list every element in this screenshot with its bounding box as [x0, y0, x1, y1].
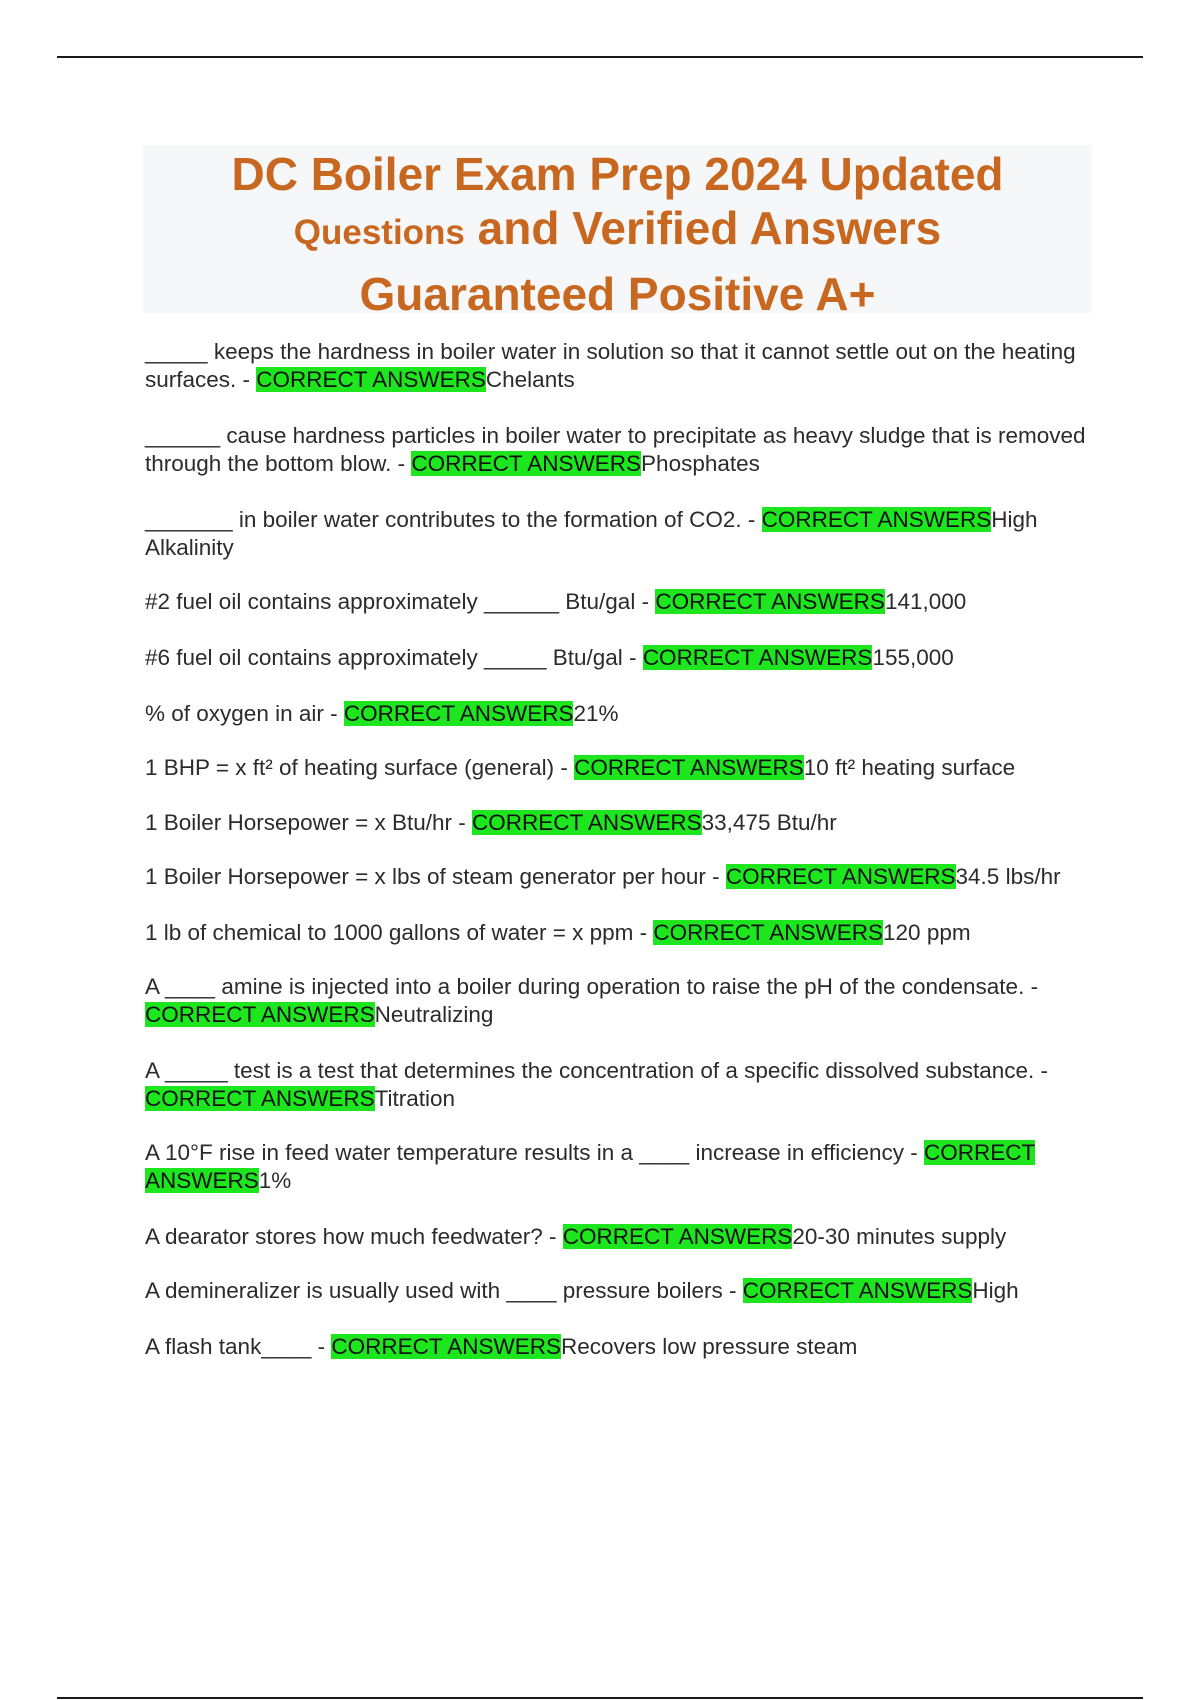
correct-answers-marker: CORRECT ANSWERS — [145, 1086, 375, 1111]
qa-item — [145, 1333, 1090, 1361]
question-text: A flash tank____ - — [145, 1334, 332, 1359]
correct-answers-marker: CORRECT ANSWERS — [725, 864, 956, 889]
question-text: A _____ test is a test that determines the concentration of a specific dissolved substance. - — [145, 1058, 1049, 1083]
answer-text: Phosphates — [641, 451, 760, 476]
qa-item — [145, 338, 1090, 394]
answer-text: 21% — [573, 701, 619, 726]
answer-text: 155,000 — [872, 645, 954, 670]
answer-text: 120 ppm — [883, 920, 971, 945]
question-text: ______ cause hardness particles in boiler water to precipitate as heavy sludge that is removed through the bottom blow. - — [145, 423, 1086, 476]
answer-text: 10 ft² heating surface — [803, 755, 1016, 780]
qa-item — [145, 919, 1090, 947]
qa-item — [145, 700, 1090, 728]
question-text: 1 BHP = x ft² of heating surface (general) - — [145, 755, 575, 780]
question-text: #6 fuel oil contains approximately _____ Btu/gal - — [145, 645, 643, 670]
qa-item — [145, 644, 1090, 672]
correct-answers-marker: CORRECT ANSWERS — [562, 1224, 793, 1249]
correct-answers-marker: CORRECT ANSWERS — [653, 920, 884, 945]
question-text: A ____ amine is injected into a boiler during operation to raise the pH of the condensate. - — [145, 974, 1039, 999]
qa-item — [145, 1223, 1090, 1251]
title-line-2-large: and Verified Answers — [464, 202, 942, 254]
document-title — [143, 145, 1092, 320]
title-line-1: DC Boiler Exam Prep 2024 Updated — [231, 148, 1004, 200]
answer-text: Titration — [374, 1086, 456, 1111]
qa-item — [145, 973, 1090, 1029]
answer-text: 141,000 — [884, 589, 967, 614]
title-line-3: Guaranteed Positive A+ — [359, 268, 876, 320]
correct-answers-marker: CORRECT ANSWERS — [472, 810, 702, 835]
question-text: _______ in boiler water contributes to the formation of CO2. - — [145, 507, 762, 532]
correct-answers-marker: CORRECT ANSWERS — [145, 1140, 1036, 1193]
answer-text: Chelants — [485, 367, 575, 392]
correct-answers-marker: CORRECT ANSWERS — [742, 1278, 973, 1303]
qa-item — [145, 422, 1090, 478]
qa-list — [145, 338, 1090, 1361]
answer-text: High Alkalinity — [145, 507, 1038, 560]
correct-answers-marker: CORRECT ANSWERS — [256, 367, 486, 392]
qa-item — [145, 506, 1090, 562]
correct-answers-marker: CORRECT ANSWERS — [331, 1334, 561, 1359]
qa-item — [145, 809, 1090, 837]
qa-item — [145, 1139, 1090, 1195]
answer-text: 34.5 lbs/hr — [955, 864, 1061, 889]
qa-item — [145, 1277, 1090, 1305]
answer-text: 33,475 Btu/hr — [701, 810, 837, 835]
question-text: A dearator stores how much feedwater? - — [145, 1224, 563, 1249]
qa-item — [145, 588, 1090, 616]
question-text: 1 Boiler Horsepower = x lbs of steam generator per hour - — [145, 864, 726, 889]
question-text: A 10°F rise in feed water temperature results in a ____ increase in efficiency - — [145, 1140, 924, 1165]
title-line-2 — [143, 201, 1092, 267]
correct-answers-marker: CORRECT ANSWERS — [574, 755, 804, 780]
correct-answers-marker: CORRECT ANSWERS — [411, 451, 642, 476]
answer-text: Neutralizing — [374, 1002, 494, 1027]
correct-answers-marker: CORRECT ANSWERS — [642, 645, 873, 670]
correct-answers-marker: CORRECT ANSWERS — [655, 589, 885, 614]
correct-answers-marker: CORRECT ANSWERS — [761, 507, 992, 532]
question-text: #2 fuel oil contains approximately ______ Btu/gal - — [145, 589, 656, 614]
answer-text: 20-30 minutes supply — [792, 1224, 1007, 1249]
question-text: A demineralizer is usually used with ____ pressure boilers - — [145, 1278, 743, 1303]
answer-text: Recovers low pressure steam — [561, 1334, 858, 1359]
qa-item — [145, 1057, 1090, 1113]
question-text: 1 Boiler Horsepower = x Btu/hr - — [145, 810, 473, 835]
bottom-rule — [57, 1697, 1143, 1699]
correct-answers-marker: CORRECT ANSWERS — [343, 701, 574, 726]
question-text: % of oxygen in air - — [145, 701, 344, 726]
correct-answers-marker: CORRECT ANSWERS — [145, 1002, 375, 1027]
question-text: 1 lb of chemical to 1000 gallons of water = x ppm - — [145, 920, 654, 945]
title-line-2-small: Questions — [293, 213, 465, 252]
question-text: _____ keeps the hardness in boiler water in solution so that it cannot settle out on the heating surfaces. - — [145, 339, 1076, 392]
qa-item — [145, 863, 1090, 891]
answer-text: 1% — [258, 1168, 292, 1193]
answer-text: High — [972, 1278, 1019, 1303]
top-rule — [57, 56, 1143, 58]
qa-item — [145, 754, 1090, 782]
